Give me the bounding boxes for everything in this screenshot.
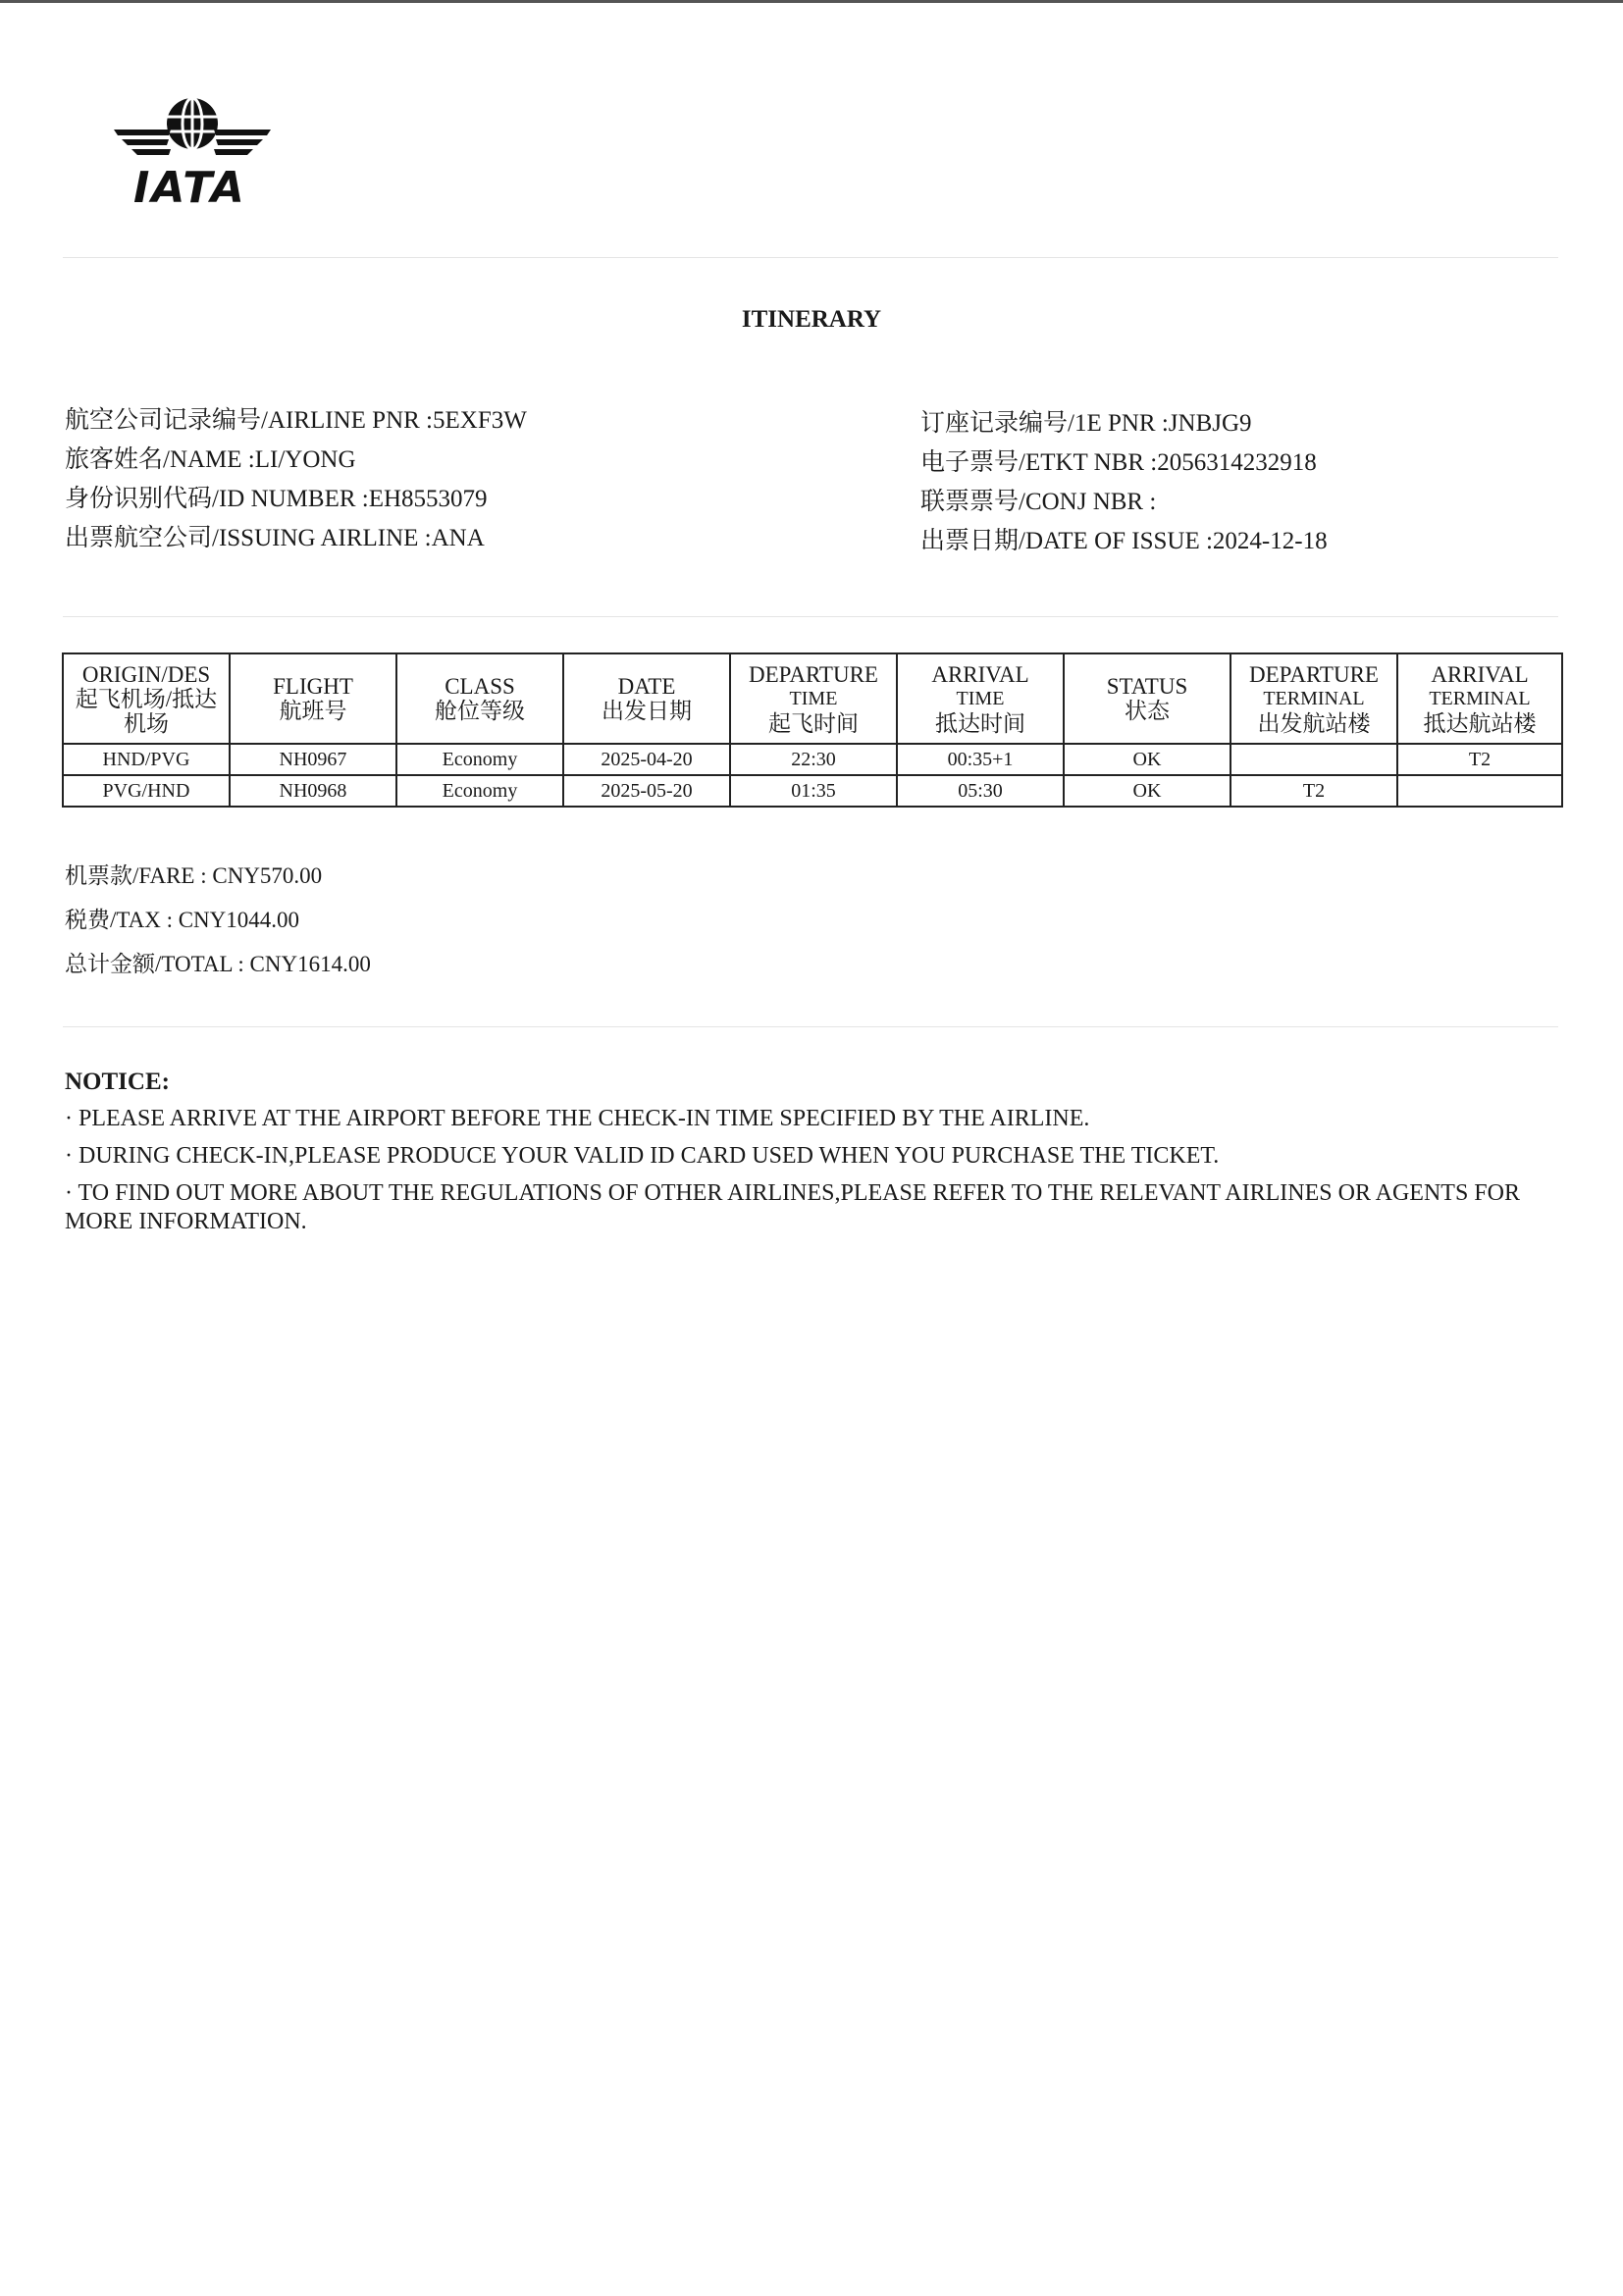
notice-item: · PLEASE ARRIVE AT THE AIRPORT BEFORE THE CHECK-IN TIME SPECIFIED BY THE AIRLINE. xyxy=(65,1106,1090,1131)
header-flight: FLIGHT 航班号 xyxy=(230,653,396,744)
eticket-number: 电子票号/ETKT NBR :2056314232918 xyxy=(920,449,1317,476)
header-arrival-terminal: ARRIVAL TERMINAL 抵达航站楼 xyxy=(1397,653,1562,744)
header-arrival-time: ARRIVAL TIME 抵达时间 xyxy=(897,653,1064,744)
flight-table xyxy=(62,652,1563,808)
cell-arrival-time: 00:35+1 xyxy=(897,744,1064,775)
cell-class: Economy xyxy=(396,775,563,807)
notice-block xyxy=(65,1068,1556,1245)
cell-status: OK xyxy=(1064,775,1230,807)
header-departure-terminal: DEPARTURE TERMINAL 出发航站楼 xyxy=(1230,653,1397,744)
cell-departure-terminal: T2 xyxy=(1230,775,1397,807)
divider xyxy=(63,1026,1558,1027)
cell-departure-terminal xyxy=(1230,744,1397,775)
cell-arrival-time: 05:30 xyxy=(897,775,1064,807)
cell-flight: NH0968 xyxy=(230,775,396,807)
divider xyxy=(63,616,1558,617)
cell-date: 2025-04-20 xyxy=(563,744,730,775)
table-header-row xyxy=(63,653,1562,744)
tax-amount: 税费/TAX : CNY1044.00 xyxy=(65,908,300,932)
cell-date: 2025-05-20 xyxy=(563,775,730,807)
header-status: STATUS 状态 xyxy=(1064,653,1230,744)
cell-arrival-terminal xyxy=(1397,775,1562,807)
booking-pnr: 订座记录编号/1E PNR :JNBJG9 xyxy=(920,410,1252,437)
cell-departure-time: 22:30 xyxy=(730,744,897,775)
info-right-block xyxy=(920,404,1328,561)
total-amount: 总计金额/TOTAL : CNY1614.00 xyxy=(65,952,371,976)
cell-class: Economy xyxy=(396,744,563,775)
notice-item: · TO FIND OUT MORE ABOUT THE REGULATIONS OF OTHER AIRLINES,PLEASE REFER TO THE RELEVANT AIRLINES OR AGENTS FOR MORE INFORMATION. xyxy=(65,1180,1520,1234)
divider xyxy=(63,257,1558,258)
fare-amount: 机票款/FARE : CNY570.00 xyxy=(65,863,323,888)
cell-origin-dest: HND/PVG xyxy=(63,744,230,775)
notice-title: NOTICE: xyxy=(65,1069,170,1095)
cell-departure-time: 01:35 xyxy=(730,775,897,807)
notice-item: · DURING CHECK-IN,PLEASE PRODUCE YOUR VALID ID CARD USED WHEN YOU PURCHASE THE TICKET. xyxy=(65,1143,1220,1169)
id-number: 身份识别代码/ID NUMBER :EH8553079 xyxy=(65,486,488,512)
info-left-block xyxy=(65,401,527,558)
airline-pnr: 航空公司记录编号/AIRLINE PNR :5EXF3W xyxy=(65,407,527,434)
document-title: ITINERARY xyxy=(741,306,882,333)
table-row xyxy=(63,775,1562,807)
scan-top-edge xyxy=(0,0,1623,3)
table-row xyxy=(63,744,1562,775)
header-date: DATE 出发日期 xyxy=(563,653,730,744)
cell-arrival-terminal: T2 xyxy=(1397,744,1562,775)
header-departure-time: DEPARTURE TIME 起飞时间 xyxy=(730,653,897,744)
date-of-issue: 出票日期/DATE OF ISSUE :2024-12-18 xyxy=(920,528,1328,554)
header-class: CLASS 舱位等级 xyxy=(396,653,563,744)
issuing-airline: 出票航空公司/ISSUING AIRLINE :ANA xyxy=(65,525,485,551)
fare-block xyxy=(65,854,371,986)
cell-origin-dest: PVG/HND xyxy=(63,775,230,807)
header-origin-dest: ORIGIN/DES 起飞机场/抵达 机场 xyxy=(63,653,230,744)
cell-flight: NH0967 xyxy=(230,744,396,775)
iata-logo xyxy=(110,90,275,213)
conj-number: 联票票号/CONJ NBR : xyxy=(920,489,1157,515)
passenger-name: 旅客姓名/NAME :LI/YONG xyxy=(65,446,356,473)
iata-logo-text: IATA xyxy=(133,163,246,213)
cell-status: OK xyxy=(1064,744,1230,775)
